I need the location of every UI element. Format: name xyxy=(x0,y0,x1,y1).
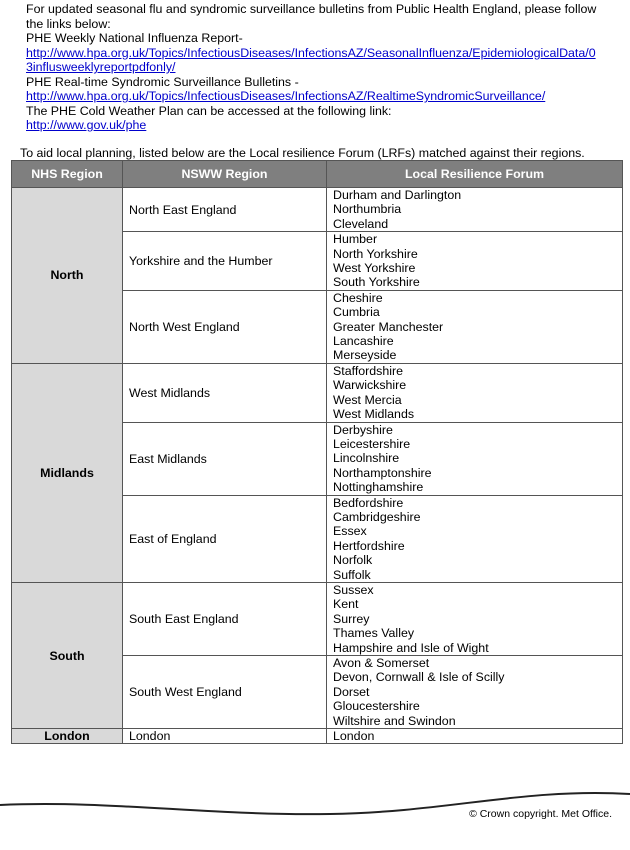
weekly-report-link[interactable]: http://www.hpa.org.uk/Topics/InfectiousDiseases/InfectionsAZ/SeasonalInfluenza/EpidemiologicalData/0 xyxy=(26,45,596,60)
lrf-name: London xyxy=(333,729,375,744)
lrf-cell xyxy=(327,582,623,655)
lrf-name: Cambridgeshire xyxy=(333,509,421,524)
lrf-name: Greater Manchester xyxy=(333,319,444,334)
cold-weather-link[interactable]: http://www.gov.uk/phe xyxy=(26,118,147,132)
lrf-cell xyxy=(327,290,623,363)
lrf-name: Avon & Somerset xyxy=(333,656,430,670)
lrf-name: West Midlands xyxy=(333,407,415,422)
lrf-name: Northamptonshire xyxy=(333,465,432,480)
lrf-name: Hampshire and Isle of Wight xyxy=(333,640,489,655)
lrf-name: Devon, Cornwall & Isle of Scilly xyxy=(333,670,505,685)
lrf-name: Humber xyxy=(333,232,378,247)
lrf-name: Cumbria xyxy=(333,305,380,320)
nhs-region-cell: London xyxy=(12,729,123,744)
nsww-region-cell: South East England xyxy=(123,582,327,655)
table-row xyxy=(12,582,623,655)
lrf-name: Lancashire xyxy=(333,334,394,349)
lrf-name: Essex xyxy=(333,524,367,539)
lrf-table xyxy=(11,160,623,744)
syndromic-label: PHE Real-time Syndromic Surveillance Bulletins - xyxy=(26,74,299,89)
lrf-name: Cleveland xyxy=(333,216,389,231)
nsww-region-cell: West Midlands xyxy=(123,363,327,422)
nhs-region-cell: North xyxy=(12,188,123,364)
syndromic-link[interactable]: http://www.hpa.org.uk/Topics/InfectiousDiseases/InfectionsAZ/RealtimeSyndromicSurveillance/ xyxy=(26,89,546,103)
nsww-region-cell: East Midlands xyxy=(123,422,327,495)
lrf-name: Merseyside xyxy=(333,348,397,363)
table-row xyxy=(12,188,623,232)
lrf-name: Dorset xyxy=(333,684,370,699)
lrf-cell xyxy=(327,656,623,729)
header-nhs-region: NHS Region xyxy=(12,161,123,188)
nsww-region-cell: London xyxy=(123,729,327,744)
lrf-name: Cheshire xyxy=(333,290,383,305)
nsww-region-cell: South West England xyxy=(123,656,327,729)
intro-line-1: For updated seasonal flu and syndromic surveillance bulletins from Public Health England, please follow xyxy=(26,2,597,16)
lrf-cell xyxy=(327,363,623,422)
lrf-name: Warwickshire xyxy=(333,378,407,393)
lrf-name: Nottinghamshire xyxy=(333,480,424,495)
nsww-region-cell: East of England xyxy=(123,495,327,582)
lrf-name: Norfolk xyxy=(333,553,373,568)
lrf-name: Bedfordshire xyxy=(333,495,404,510)
lrf-name: Surrey xyxy=(333,611,370,626)
nsww-region-cell: Yorkshire and the Humber xyxy=(123,232,327,291)
lrf-name: North Yorkshire xyxy=(333,246,418,261)
nhs-region-cell: South xyxy=(12,582,123,728)
lrf-name: Derbyshire xyxy=(333,422,393,437)
table-header-row xyxy=(12,161,623,188)
lrf-name: Lincolnshire xyxy=(333,451,400,466)
table-row xyxy=(12,363,623,422)
lrf-name: Gloucestershire xyxy=(333,699,420,714)
lrf-name: Wiltshire and Swindon xyxy=(333,713,456,728)
copyright-text: © Crown copyright. Met Office. xyxy=(469,808,612,820)
intro-text xyxy=(26,2,626,133)
nsww-region-cell: North West England xyxy=(123,290,327,363)
lrf-name: West Mercia xyxy=(333,392,402,407)
lrf-name: Staffordshire xyxy=(333,363,404,378)
lrf-name: Sussex xyxy=(333,582,374,597)
lrf-name: Suffolk xyxy=(333,567,371,582)
lrf-name: South Yorkshire xyxy=(333,275,420,290)
lrf-cell xyxy=(327,729,623,744)
weekly-report-label: PHE Weekly National Influenza Report- xyxy=(26,31,243,45)
lrf-name: West Yorkshire xyxy=(333,261,416,276)
lrf-cell xyxy=(327,422,623,495)
lrf-name: Thames Valley xyxy=(333,626,415,641)
nsww-region-cell: North East England xyxy=(123,188,327,232)
header-nsww-region: NSWW Region xyxy=(123,161,327,188)
lrf-name: Northumbria xyxy=(333,202,402,217)
weekly-report-link-cont[interactable]: 3influsweeklyreportpdfonly/ xyxy=(26,60,176,74)
lrf-name: Durham and Darlington xyxy=(333,188,462,202)
table-row xyxy=(12,729,623,744)
lrf-name: Kent xyxy=(333,597,359,612)
lrf-name: Hertfordshire xyxy=(333,538,405,553)
lrf-cell xyxy=(327,232,623,291)
lrf-name: Leicestershire xyxy=(333,436,411,451)
lrf-cell xyxy=(327,495,623,582)
header-lrf: Local Resilience Forum xyxy=(327,161,623,188)
cold-weather-label: The PHE Cold Weather Plan can be accessed at the following link: xyxy=(26,103,392,118)
lead-text: To aid local planning, listed below are the Local resilience Forum (LRFs) matched against their regions. xyxy=(20,146,585,160)
nhs-region-cell: Midlands xyxy=(12,363,123,582)
intro-line-2: the links below: xyxy=(26,16,111,31)
lrf-cell xyxy=(327,188,623,232)
